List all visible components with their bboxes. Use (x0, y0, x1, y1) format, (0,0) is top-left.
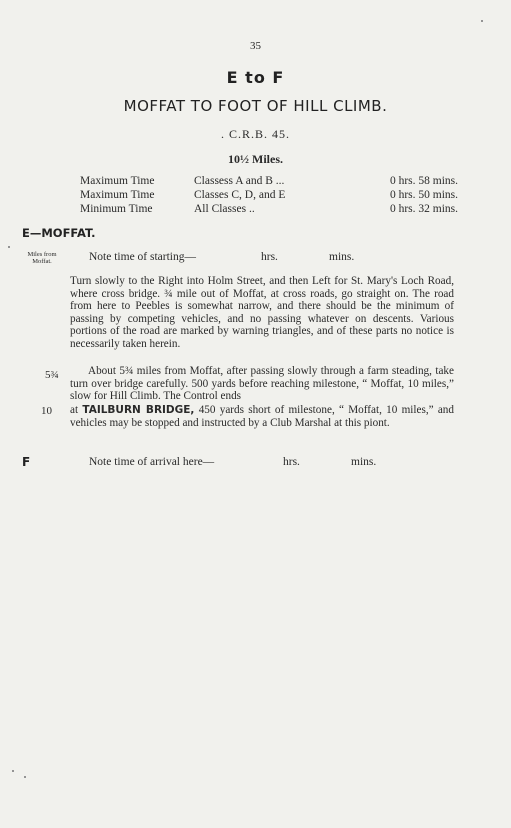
mile-marker: 5¾ (45, 369, 59, 381)
paper-speck (12, 770, 14, 772)
time-label: Maximum Time (80, 175, 155, 187)
page-number: 35 (250, 40, 261, 52)
arrival-mins-label: mins. (351, 456, 377, 468)
table-row (80, 202, 458, 216)
table-row (80, 174, 458, 188)
time-label: Minimum Time (80, 203, 153, 215)
start-hrs-label: hrs. (261, 251, 278, 263)
time-value: 0 hrs. 58 mins. (389, 175, 458, 187)
control-e-heading: E—MOFFAT. (22, 226, 96, 240)
paper-speck (24, 776, 26, 778)
time-classes: Classes C, D, and E (194, 189, 286, 201)
paragraph-text: 450 yards short of milestone, “ Moffat, 10 miles,” and vehicles may be stopped and instructed by a Club Marshal at this piont. (70, 404, 454, 429)
paragraph-text: at (70, 404, 83, 416)
control-f-heading: F (22, 455, 31, 469)
miles-column-header: Miles from Moffat. (27, 251, 57, 265)
mile-marker: 10 (41, 405, 52, 417)
start-mins-label: mins. (329, 251, 355, 263)
time-value: 0 hrs. 32 mins. (389, 203, 458, 215)
tailburn-bridge-label: TAILBURN BRIDGE, (82, 404, 195, 416)
time-classes: Classess A and B ... (194, 175, 285, 187)
route-title: MOFFAT TO FOOT OF HILL CLIMB. (123, 97, 388, 115)
route-distance: 10½ Miles. (228, 152, 283, 166)
paper-speck (8, 246, 10, 248)
paper-speck (481, 20, 483, 22)
arrival-time-note: Note time of arrival here— (89, 456, 215, 468)
route-paragraph-1: Turn slowly to the Right into Holm Street, and then Left for St. Mary's Loch Road, where cross bridge. ¾ mile out of Moffat, at cross roads, go straight on. The road from here to Peebles is somewhat narrow, and there should be the minimum of passing by competing vehicles, and no passing whatever on descents. Various portions of the road are marked by warning triangles, and of these parts no notice is necessarily taken herein. (70, 275, 454, 350)
arrival-hrs-label: hrs. (283, 456, 300, 468)
crb-reference: . C.R.B. 45. (220, 127, 290, 141)
time-value: 0 hrs. 50 mins. (389, 189, 458, 201)
time-classes: All Classes .. (194, 203, 255, 215)
time-label: Maximum Time (80, 189, 155, 201)
route-paragraph-2b (70, 404, 454, 429)
time-allowance-table (80, 174, 458, 216)
section-heading: E to F (226, 68, 285, 87)
route-paragraph-2a: About 5¾ miles from Moffat, after passing slowly through a farm steading, take turn over bridge carefully. 500 yards before reaching milestone, “ Moffat, 10 miles,” slow for Hill Climb. The Control ends (70, 365, 454, 402)
start-time-note: Note time of starting— (89, 251, 196, 263)
table-row (80, 188, 458, 202)
